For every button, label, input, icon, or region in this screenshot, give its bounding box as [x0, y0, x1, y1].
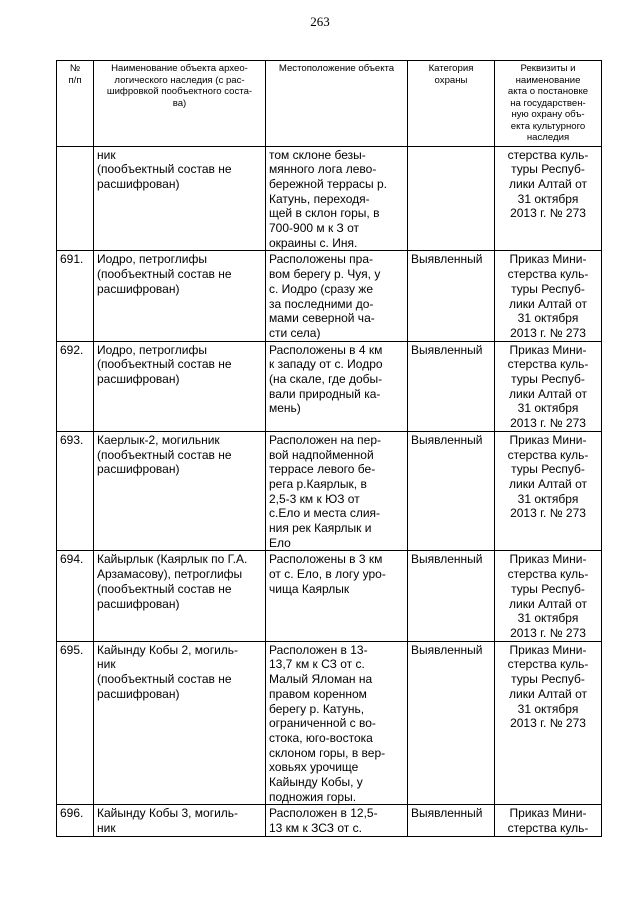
row-location: Расположен на пер- вой надпойменной террасе левого бе- рега р.Каярлык, в 2,5-3 км к ЮЗ от с.Ело и места слия- ния рек Каярлык и Ело [266, 431, 408, 551]
row-location: Расположены в 3 км от с. Ело, в логу уро- чища Каярлык [266, 551, 408, 641]
row-location: Расположен в 12,5- 13 км к ЗСЗ от с. [266, 805, 408, 836]
row-num: 691. [57, 251, 94, 341]
table-row [57, 251, 602, 341]
table-row [57, 551, 602, 641]
row-act: стерства куль- туры Респуб- лики Алтай от 31 октября 2013 г. № 273 [495, 146, 602, 251]
header-category: Категория охраны [408, 61, 495, 147]
row-category [408, 146, 495, 251]
row-location: Расположен в 13- 13,7 км к СЗ от с. Малый Яломан на правом коренном берегу р. Катунь, ограниченной с во- стока, юго-востока склоном горы, в вер- ховьях урочище Кайынду Кобы, у подножия горы. [266, 641, 408, 805]
table-row [57, 805, 602, 836]
row-category: Выявленный [408, 641, 495, 805]
table-row [57, 641, 602, 805]
row-act: Приказ Мини- стерства куль- туры Респуб- лики Алтай от 31 октября 2013 г. № 273 [495, 341, 602, 431]
row-category: Выявленный [408, 251, 495, 341]
header-act: Реквизиты и наименование акта о постановке на государствен- ную охрану объ- екта культурного наследия [495, 61, 602, 147]
row-name: Кайынду Кобы 2, могиль- ник (пообъектный состав не расшифрован) [94, 641, 266, 805]
row-num: 694. [57, 551, 94, 641]
row-act: Приказ Мини- стерства куль- туры Респуб- лики Алтай от 31 октября 2013 г. № 273 [495, 431, 602, 551]
header-location: Местоположение объекта [266, 61, 408, 147]
row-name: Иодро, петроглифы (пообъектный состав не расшифрован) [94, 251, 266, 341]
row-category: Выявленный [408, 551, 495, 641]
row-name: ник (пообъектный состав не расшифрован) [94, 146, 266, 251]
row-name: Каерлык-2, могильник (пообъектный состав не расшифрован) [94, 431, 266, 551]
row-name: Кайынду Кобы 3, могиль- ник [94, 805, 266, 836]
row-num: 696. [57, 805, 94, 836]
table-row [57, 146, 602, 251]
page-number: 263 [310, 14, 330, 29]
row-location: Расположены пра- вом берегу р. Чуя, у с. Иодро (сразу же за последними до- мами северной ча- сти села) [266, 251, 408, 341]
table-header-row [57, 61, 602, 147]
row-num: 695. [57, 641, 94, 805]
row-num: 692. [57, 341, 94, 431]
row-num: 693. [57, 431, 94, 551]
row-category: Выявленный [408, 431, 495, 551]
header-num: № п/п [57, 61, 94, 147]
row-name: Иодро, петроглифы (пообъектный состав не расшифрован) [94, 341, 266, 431]
row-act: Приказ Мини- стерства куль- туры Респуб- лики Алтай от 31 октября 2013 г. № 273 [495, 551, 602, 641]
row-act: Приказ Мини- стерства куль- туры Респуб- лики Алтай от 31 октября 2013 г. № 273 [495, 641, 602, 805]
row-name: Кайырлык (Каярлык по Г.А. Арзамасову), петроглифы (пообъектный состав не расшифрован) [94, 551, 266, 641]
row-category: Выявленный [408, 805, 495, 836]
header-name: Наименование объекта архео- логического наследия (с рас- шифровкой пообъектного соста- ва) [94, 61, 266, 147]
row-location: Расположены в 4 км к западу от с. Иодро (на скале, где добы- вали природный ка- мень) [266, 341, 408, 431]
row-num [57, 146, 94, 251]
row-act: Приказ Мини- стерства куль- [495, 805, 602, 836]
row-act: Приказ Мини- стерства куль- туры Респуб- лики Алтай от 31 октября 2013 г. № 273 [495, 251, 602, 341]
row-location: том склоне безы- мянного лога лево- бережной террасы р. Катунь, переходя- щей в склон горы, в 700-900 м к З от окраины с. Иня. [266, 146, 408, 251]
table-row [57, 341, 602, 431]
table-row [57, 431, 602, 551]
row-category: Выявленный [408, 341, 495, 431]
heritage-registry-table [56, 60, 602, 837]
